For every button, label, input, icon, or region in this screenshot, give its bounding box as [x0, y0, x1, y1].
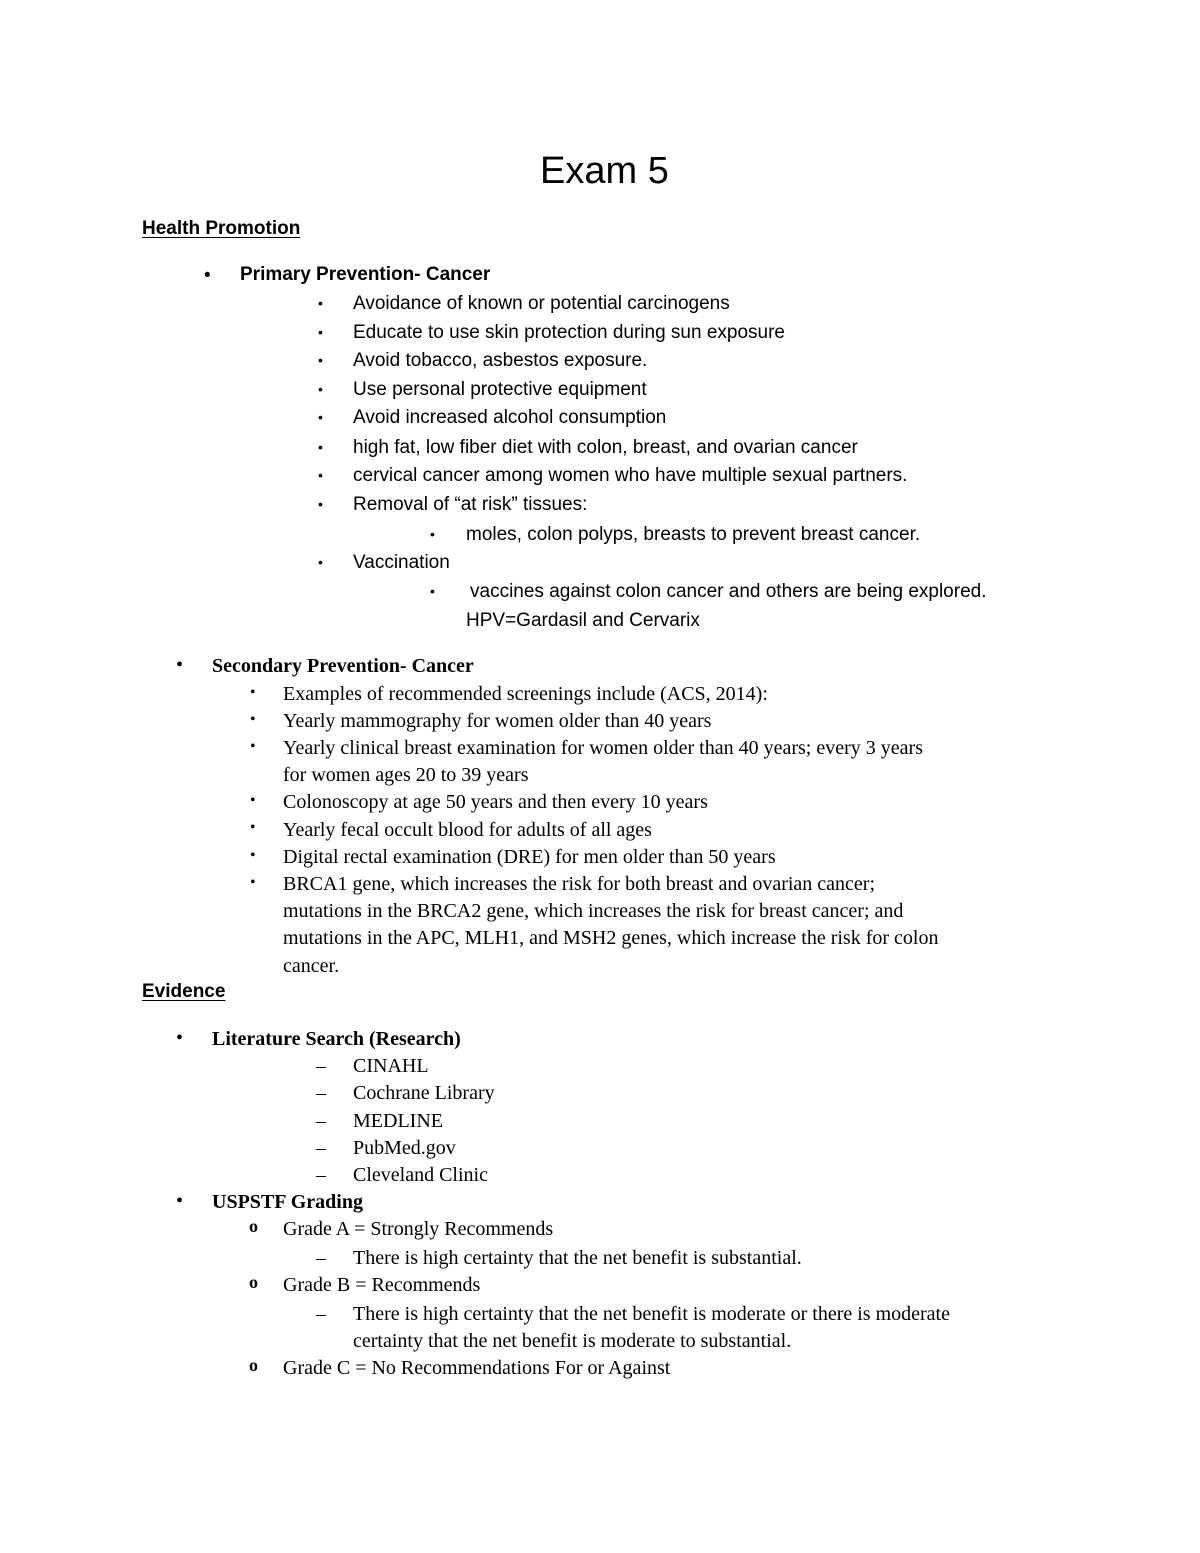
grade-a-detail: There is high certainty that the net benefit is substantial. [353, 1247, 802, 1269]
bullet-icon: • [318, 409, 323, 425]
list-item: Avoid tobacco, asbestos exposure. [353, 350, 648, 371]
grade-b-detail: There is high certainty that the net benefit is moderate or there is moderate [353, 1303, 950, 1325]
bullet-icon: • [176, 654, 184, 676]
list-item: Cochrane Library [353, 1082, 495, 1104]
list-item: Removal of “at risk” tissues: [353, 494, 588, 515]
circle-bullet-icon: o [249, 1216, 258, 1236]
dash-icon: – [316, 1110, 326, 1132]
bullet-icon: • [318, 439, 323, 455]
bullet-icon: • [318, 496, 323, 512]
list-item-continued: cancer. [283, 955, 340, 977]
circle-bullet-icon: o [249, 1272, 258, 1292]
grade-a: Grade A = Strongly Recommends [283, 1218, 554, 1240]
bullet-icon: • [318, 352, 323, 368]
list-item: Cleveland Clinic [353, 1164, 488, 1186]
list-item: Digital rectal examination (DRE) for men older than 50 years [283, 846, 776, 868]
list-item: moles, colon polyps, breasts to prevent breast cancer. [466, 524, 921, 545]
bullet-icon: • [250, 847, 256, 864]
list-item: Avoidance of known or potential carcinogens [353, 293, 730, 314]
bullet-icon: • [176, 1027, 184, 1049]
secondary-prevention-label: Secondary Prevention- Cancer [212, 655, 474, 677]
literature-search-label: Literature Search (Research) [212, 1028, 461, 1050]
list-item: cervical cancer among women who have multiple sexual partners. [353, 465, 908, 486]
list-item: MEDLINE [353, 1110, 443, 1132]
list-item: Yearly mammography for women older than 40 years [283, 710, 712, 732]
list-item: Examples of recommended screenings include (ACS, 2014): [283, 683, 768, 705]
bullet-icon: • [318, 381, 323, 397]
circle-bullet-icon: o [249, 1355, 258, 1375]
uspstf-grading-label: USPSTF Grading [212, 1191, 363, 1213]
bullet-icon: • [318, 295, 323, 311]
list-item: BRCA1 gene, which increases the risk for both breast and ovarian cancer; [283, 873, 876, 895]
bullet-icon: • [250, 738, 256, 755]
section-heading-evidence: Evidence [142, 981, 226, 1002]
bullet-icon: • [250, 711, 256, 728]
list-item: Yearly fecal occult blood for adults of all ages [283, 819, 652, 841]
dash-icon: – [316, 1247, 326, 1269]
bullet-icon: • [250, 684, 256, 701]
dash-icon: – [316, 1303, 326, 1325]
list-item: Use personal protective equipment [353, 379, 647, 400]
list-item: Colonoscopy at age 50 years and then every 10 years [283, 791, 708, 813]
list-item-continued: mutations in the BRCA2 gene, which increases the risk for breast cancer; and [283, 900, 904, 922]
list-item: Educate to use skin protection during sun exposure [353, 322, 785, 343]
list-item-continued: for women ages 20 to 39 years [283, 764, 529, 786]
primary-prevention-label: Primary Prevention- Cancer [240, 264, 491, 285]
bullet-icon: • [176, 1190, 184, 1212]
bullet-icon: • [430, 583, 435, 599]
bullet-icon: • [250, 819, 256, 836]
list-item: vaccines against colon cancer and others are being explored. [470, 581, 987, 602]
grade-b: Grade B = Recommends [283, 1274, 481, 1296]
bullet-icon: • [250, 792, 256, 809]
bullet-icon: • [318, 324, 323, 340]
bullet-icon: • [430, 526, 435, 542]
list-item: high fat, low fiber diet with colon, breast, and ovarian cancer [353, 437, 858, 458]
list-item-continued: mutations in the APC, MLH1, and MSH2 genes, which increase the risk for colon [283, 927, 939, 949]
page-title: Exam 5 [540, 150, 669, 192]
bullet-icon: • [204, 265, 211, 286]
list-item: Vaccination [353, 552, 450, 573]
section-heading-health-promotion: Health Promotion [142, 218, 301, 239]
dash-icon: – [316, 1055, 326, 1077]
grade-b-detail-continued: certainty that the net benefit is moderate to substantial. [353, 1330, 792, 1352]
list-item: PubMed.gov [353, 1137, 456, 1159]
grade-c: Grade C = No Recommendations For or Against [283, 1357, 671, 1379]
list-item: Avoid increased alcohol consumption [353, 407, 667, 428]
bullet-icon: • [318, 467, 323, 483]
list-item: Yearly clinical breast examination for women older than 40 years; every 3 years [283, 737, 923, 759]
bullet-icon: • [250, 874, 256, 891]
dash-icon: – [316, 1137, 326, 1159]
bullet-icon: • [318, 554, 323, 570]
list-item: HPV=Gardasil and Cervarix [466, 610, 700, 631]
list-item: CINAHL [353, 1055, 429, 1077]
dash-icon: – [316, 1164, 326, 1186]
dash-icon: – [316, 1082, 326, 1104]
